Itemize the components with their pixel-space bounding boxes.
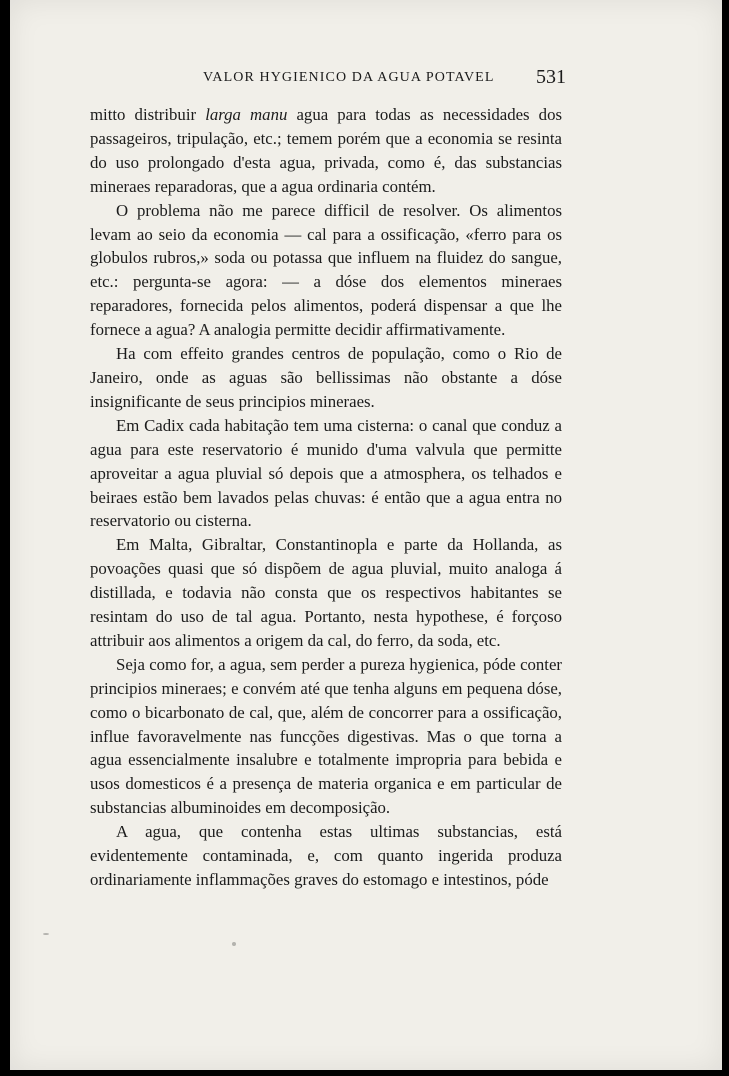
- paper-speck: [232, 942, 236, 946]
- book-page: [10, 0, 722, 1070]
- paragraph-text-lead: mitto distribuir: [90, 105, 206, 124]
- running-head-title: VALOR HYGIENICO DA AGUA POTAVEL: [203, 70, 495, 85]
- paragraph: O problema não me parece difficil de resolver. Os alimentos levam ao seio da economia — cal para a ossificação, «ferro para os globulos rubros,» soda ou potassa que influem na fluidez do sangue, etc.: pergunta-se agora: — a dóse dos elementos mineraes reparadores, fornecida pelos alimentos, poderá dispensar a que lhe fornece a agua? A analogia permitte decidir affirmativamente.: [90, 200, 562, 340]
- paragraph: A agua, que contenha estas ultimas substancias, está evidentemente contaminada, e, com quanto ingerida produza ordinariamente inflammações graves do estomago e intestinos, póde: [90, 822, 562, 889]
- paper-speck: [43, 933, 49, 935]
- italic-phrase: larga manu: [205, 105, 288, 124]
- paragraph-continued: [90, 103, 562, 199]
- running-head: [10, 66, 722, 92]
- paragraph: Em Cadix cada habitação tem uma cisterna: o canal que conduz a agua para este reservatorio é munido d'uma valvula que permitte aproveitar a agua pluvial só depois que a atmosphera, os telhados e beiraes estão bem lavados pelas chuvas: é então que a agua entra no reservatorio ou cisterna.: [90, 415, 562, 531]
- paragraph-text-rest: agua para todas as necessidades dos passageiros, tripulação, etc.; temem porém que a economia se resinta do uso prolongado d'esta agua, privada, como é, das substancias mineraes reparadoras, que a agua ordinaria contém.: [90, 105, 562, 196]
- paragraph: Em Malta, Gibraltar, Constantinopla e parte da Hollanda, as povoações quasi que só dispõem de agua pluvial, muito analoga á distillada, e todavia não consta que os respectivos habitantes se resintam do uso de tal agua. Portanto, nesta hypothese, é forçoso attribuir aos alimentos a origem da cal, do ferro, da soda, etc.: [90, 535, 562, 650]
- page-number: 531: [536, 66, 566, 88]
- paragraph: Ha com effeito grandes centros de população, como o Rio de Janeiro, onde as aguas são bellissimas não obstante a dóse insignificante de seus principios mineraes.: [90, 344, 562, 411]
- body-text: [90, 103, 562, 892]
- paragraph: Seja como for, a agua, sem perder a pureza hygienica, póde conter principios mineraes; e convém até que tenha alguns em pequena dóse, como o bicarbonato de cal, que, além de concorrer para a ossificação, influe favoravelmente nas funcções digestivas. Mas o que torna a agua essencialmente insalubre e totalmente impropria para bebida e usos domesticos é a presença de materia organica e em particular de substancias albuminoides em decomposição.: [90, 654, 562, 818]
